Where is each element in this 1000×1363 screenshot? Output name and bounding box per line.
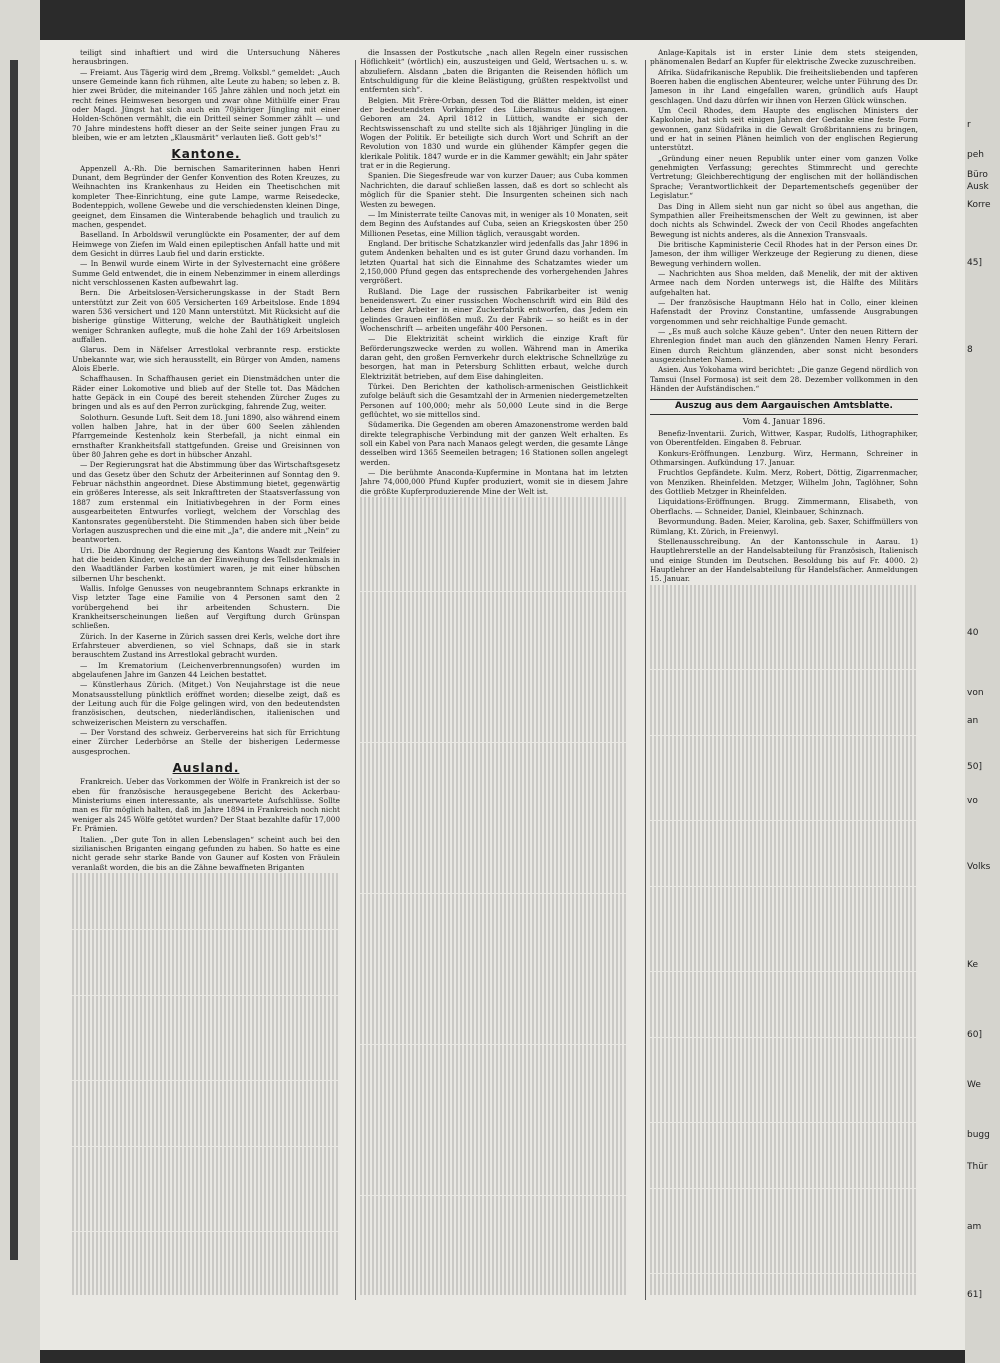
text-line xyxy=(650,1113,918,1122)
text-line xyxy=(650,1179,918,1188)
article: Wallis. Infolge Genusses von neugebranntem Schnaps erkrankte in Visp letzter Tage eine Familie von 4 Personen samt den 2 vorübergehend bei ihr arbeitenden Schustern. Die Krankheitserscheinungen ließen auf Vergiftung durch Grünspan schließen. xyxy=(72,583,340,631)
text-line xyxy=(360,1063,628,1072)
text-line xyxy=(650,1085,918,1094)
fragment: 61] xyxy=(967,1290,982,1300)
text-line xyxy=(650,1056,918,1065)
text-line xyxy=(360,941,628,950)
text-line xyxy=(72,1052,340,1061)
fragment: peh xyxy=(967,150,984,160)
text-line xyxy=(650,972,918,981)
text-line xyxy=(72,958,340,967)
fragment: We xyxy=(967,1080,981,1090)
text-line xyxy=(650,953,918,962)
article: — Der Vorstand des schweiz. Gerbervereins hat sich für Errichtung einer Zürcher Lederbörse an Stelle der bisherigen Ledermesse ausgesprochen. xyxy=(72,728,340,756)
article: — Die berühmte Anaconda-Kupfermine in Montana hat im letzten Jahre 74,000,000 Pfund Kupfer produziert, womit sie in diesem Jahre die größte Kupferproduzierende Mine der Welt ist. xyxy=(360,468,628,496)
text-line xyxy=(360,497,628,506)
text-line xyxy=(360,1035,628,1044)
text-line xyxy=(650,764,918,773)
text-line xyxy=(650,1009,918,1018)
text-line xyxy=(650,632,918,641)
notice: Bevormundung. Baden. Meier, Karolina, geb. Saxer, Schiffmüllers von Rümlang, Kt. Zürich, in Freienwyl. xyxy=(650,517,918,536)
text-line xyxy=(72,920,340,929)
text-line xyxy=(650,915,918,924)
paragraph: teiligt sind inhaftiert und wird die Untersuchung Näheres herausbringen. xyxy=(72,48,340,67)
text-line xyxy=(360,658,628,667)
text-line xyxy=(650,1264,918,1273)
text-line xyxy=(650,1292,918,1295)
text-line xyxy=(650,698,918,707)
text-line xyxy=(650,1151,918,1160)
text-line xyxy=(650,670,918,679)
text-line xyxy=(72,986,340,995)
text-line xyxy=(360,1214,628,1223)
fragment: Volks xyxy=(967,862,991,872)
text-line xyxy=(650,1000,918,1009)
text-line xyxy=(360,507,628,516)
text-line xyxy=(360,978,628,987)
text-line xyxy=(360,931,628,940)
text-line xyxy=(72,1033,340,1042)
text-line xyxy=(650,962,918,971)
text-line xyxy=(360,894,628,903)
text-line xyxy=(360,1290,628,1295)
text-line xyxy=(72,1213,340,1222)
article: Um Cecil Rhodes, dem Haupte des englischen Ministers der Kapkolonie, hat sich seit einigen Jahren der Gedanke eine feste Form gewonnen, ganz Südafrika in die Gewalt Großbritanniens zu bringen, und er hat in seinen Plänen heimlich von der englischen Regierung unterstützt. xyxy=(650,106,918,153)
text-line xyxy=(72,1099,340,1108)
text-line xyxy=(360,1111,628,1120)
article: „Gründung einer neuen Republik unter einer vom ganzen Volke genehmigten Verfassung; gerechtes Stimmrecht und gerechte Vertretung; Gleichberechtigung der englischen mit der holländischen Sprache; Verantwortlichkeit der Departementschefs gegenüber der Legislatur.“ xyxy=(650,153,918,201)
text-line xyxy=(360,1148,628,1157)
text-line xyxy=(72,1014,340,1023)
text-line xyxy=(360,1026,628,1035)
text-line xyxy=(360,1101,628,1110)
text-line xyxy=(650,679,918,688)
text-line xyxy=(650,811,918,820)
fragment: 40 xyxy=(967,628,979,638)
text-line xyxy=(650,1160,918,1169)
text-line xyxy=(360,667,628,676)
text-line xyxy=(650,1038,918,1047)
text-line xyxy=(72,967,340,976)
text-line xyxy=(360,535,628,544)
text-line xyxy=(360,601,628,610)
text-line xyxy=(360,676,628,685)
fragment: 8 xyxy=(967,345,973,355)
text-line xyxy=(650,1236,918,1245)
text-line xyxy=(650,1094,918,1103)
text-line xyxy=(360,903,628,912)
text-line xyxy=(360,912,628,921)
text-line xyxy=(360,686,628,695)
text-line xyxy=(650,821,918,830)
left-page-edge xyxy=(0,0,40,1363)
article: — Nachrichten aus Shoa melden, daß Menelik, der mit der aktiven Armee nach dem Norden unterwegs ist, die Hälfte des Militärs aufgehalten hat. xyxy=(650,268,918,297)
text-line xyxy=(650,754,918,763)
notice: Stellenausschreibung. An der Kantonsschule in Aarau. 1) Hauptlehrerstelle an der Handelsabteilung für Französisch, Italienisch und einige Stunden im Deutschen. Besoldung bis auf Fr. 4000. 2) Hauptlehrer an der Handelsabteilung für Handelsfächer. Anmeldungen 15. Januar. xyxy=(650,536,918,584)
column-rule xyxy=(645,60,646,1300)
text-line xyxy=(72,948,340,957)
text-line xyxy=(650,1170,918,1179)
text-line xyxy=(360,1073,628,1082)
text-line xyxy=(650,924,918,933)
text-line xyxy=(360,525,628,534)
text-line xyxy=(360,554,628,563)
text-line xyxy=(360,818,628,827)
text-line xyxy=(650,1245,918,1254)
text-line xyxy=(360,1177,628,1186)
article: Uri. Die Abordnung der Regierung des Kantons Waadt zur Teilfeier hat die beiden Kinder, welche an der Einweihung des Tellsdenkmals in den Waadtländer Farben kostümiert waren, je mit einer hübschen silbernen Uhr beschenkt. xyxy=(72,545,340,583)
fragment: am xyxy=(967,1222,982,1232)
text-line xyxy=(650,1198,918,1207)
fragment: 50] xyxy=(967,762,982,772)
article: — „Es muß auch solche Käuze geben“. Unter den neuen Rittern der Ehrenlegion findet man auch den glänzenden Namen Henry Ferari. Einen durch Reichtum glänzenden, aber sonst nicht besonders ausgezeichneten Namen. xyxy=(650,326,918,364)
text-line xyxy=(72,930,340,939)
article: Rußland. Die Lage der russischen Fabrikarbeiter ist wenig beneidenswert. Zu einer russischen Wochenschrift wird ein Bild des Lebens der Arbeiter in einer Zuckerfabrik entworfen, das Jedem ein gelindes Grauen einflößen muß. Zu der Fabrik — so heißt es in der Wochenschrift — arbeiten ungefähr 400 Personen. xyxy=(360,286,628,333)
text-line xyxy=(650,943,918,952)
text-line xyxy=(360,743,628,752)
text-line xyxy=(72,1241,340,1250)
text-line xyxy=(650,651,918,660)
text-line xyxy=(360,1092,628,1101)
text-line xyxy=(72,1005,340,1014)
text-line xyxy=(360,761,628,770)
text-line xyxy=(650,726,918,735)
text-line xyxy=(650,905,918,914)
article: — Die Elektrizität scheint wirklich die einzige Kraft für Beförderungszwecke werden zu wollen. Während man in Amerika daran geht, den großen Fernverkehr durch elektrische Schnellzüge zu besorgen, hat man in Petersburg Schlitten erbaut, welche durch Elektrizität betrieben, auf dem Eise dahingleiten. xyxy=(360,334,628,381)
text-line xyxy=(360,856,628,865)
text-line xyxy=(360,648,628,657)
article: Zürich. In der Kaserne in Zürich sassen drei Kerls, welche dort ihre Erfahrsteuer abverdienen, so viel Schnaps, daß sie in stark berauschtem Zustand ins Arrestlokal gebracht wurden. xyxy=(72,631,340,660)
text-line xyxy=(72,1288,340,1295)
text-line xyxy=(72,1081,340,1090)
text-line xyxy=(650,1019,918,1028)
fragment: Büro xyxy=(967,170,988,180)
text-line xyxy=(360,1082,628,1091)
article: Schaffhausen. In Schaffhausen geriet ein Dienstmädchen unter die Räder einer Lokomotive und blieb auf der Stelle tot. Das Mädchen hatte Gepäck in ein Coupé des bereit stehenden Zürcher Zuges zu bringen und als es auf den Perron zurückging, fahrende Zug, weiter. xyxy=(72,374,340,412)
text-line xyxy=(360,837,628,846)
fragment: r xyxy=(967,120,971,130)
text-line xyxy=(72,1269,340,1278)
fragment: Ausk xyxy=(967,182,989,192)
article: Türkei. Den Berichten der katholisch-armenischen Geistlichkeit zufolge beläuft sich die Gesamtzahl der in Armenien niedergemetzelten Personen auf 100,000; mehr als 50,000 Leute sind in die Berge geflüchtet, wo sie mittellos sind. xyxy=(360,382,628,420)
fragment: vo xyxy=(967,796,978,806)
text-line xyxy=(360,733,628,742)
section-heading-ausland: Ausland. xyxy=(172,761,240,776)
text-line xyxy=(72,1024,340,1033)
text-line xyxy=(650,802,918,811)
text-line xyxy=(650,1274,918,1283)
text-line xyxy=(72,1250,340,1259)
text-line xyxy=(72,1279,340,1288)
text-line xyxy=(360,875,628,884)
fragment: Korre xyxy=(967,200,991,210)
text-line xyxy=(72,1071,340,1080)
text-line xyxy=(650,745,918,754)
fragment: 60] xyxy=(967,1030,982,1040)
article: England. Der britische Schatzkanzler wird jedenfalls das Jahr 1896 in gutem Andenken behalten und es ist guter Grund dazu vorhanden. Im letzten Quartal hat sich die Einnahme des Schatzamtes wieder um 2,150,000 Pfund gegen das entsprechende des vorhergehenden Jahres vergrößert. xyxy=(360,238,628,286)
text-line xyxy=(72,1147,340,1156)
text-line xyxy=(72,977,340,986)
text-line xyxy=(650,990,918,999)
notice: Benefiz-Inventarii. Zurich, Wittwer, Kaspar, Rudolfs, Lithographiker, von Oberentfelden. Eingaben 8. Februar. xyxy=(650,429,918,448)
text-line xyxy=(360,563,628,572)
column-1 xyxy=(72,48,340,1295)
text-line xyxy=(360,610,628,619)
text-line xyxy=(650,896,918,905)
text-line xyxy=(650,1075,918,1084)
text-line xyxy=(72,1109,340,1118)
text-line xyxy=(360,592,628,601)
text-line xyxy=(360,799,628,808)
text-line xyxy=(360,544,628,553)
text-line xyxy=(650,1104,918,1113)
text-line xyxy=(360,865,628,874)
article: Die britische Kapministerie Cecil Rhodes hat in der Person eines Dr. Jameson, der ihm williger Werkzeuge der Regierung zu dienen, diese Bewegung verhindern wollen. xyxy=(650,239,918,268)
article: die Insassen der Postkutsche „nach allen Regeln einer russischen Höflichkeit“ (wörtlich) ein, auszusteigen und Geld, Wertsachen u. s. w. abzuliefern. Alsdann „baten die Briganten die Reisenden höflich um Entschuldigung für die kleine Belästigung, grüßten respektvollst und entfernten sich“. xyxy=(360,48,628,95)
text-line xyxy=(360,790,628,799)
text-line xyxy=(72,873,340,882)
text-line xyxy=(650,1207,918,1216)
text-line xyxy=(650,736,918,745)
text-line xyxy=(650,688,918,697)
article: Frankreich. Ueber das Vorkommen der Wölfe in Frankreich ist der so eben für französische herausgegebene Bericht des Ackerbau-Ministeriums einen interessante, als unerwartete Aufschlüsse. Sollte man es für möglich halten, daß im Jahre 1894 in Frankreich noch nicht weniger als 245 Wölfe getötet wurden? Der Staat bezahlte dafür 17,000 Fr. Prämien. xyxy=(72,777,340,834)
text-line xyxy=(650,1226,918,1235)
text-line xyxy=(72,1165,340,1174)
article: — Der Regierungsrat hat die Abstimmung über das Wirtschaftsgesetz und das Gesetz über den Schutz der Arbeiterinnen auf Sonntag den 9. Februar nächsthin angeordnet. Diese Abstimmung bietet, gegenwärtig ein größeres Interesse, als seit Inkrafttreten der Staatsverfassung von 1887 zum erstenmal ein Initiativbegehren in der Form eines ausgearbeiteten Entwurfes vorliegt, welchem der Vorschlag des Kantonsrates gegenübersteht. Die Stimmenden haben sich über beide Vorlagen auszusprechen und die eine mit „Ja“, die andere mit „Nein“ zu beantworten. xyxy=(72,460,340,545)
article: — Künstlerhaus Zürich. (Mitget.) Von Neujahrstage ist die neue Monatsausstellung pünktlich eröffnet worden; dieselbe zeigt, daß es der Leitung auch für die Folge gelingen wird, von den bedeutendsten französischen, deutschen, niederländischen, italienischen und schweizerischen Meistern zu verschaffen. xyxy=(72,680,340,727)
text-line xyxy=(72,1203,340,1212)
text-line xyxy=(360,969,628,978)
fragment: von xyxy=(967,688,984,698)
text-line xyxy=(650,858,918,867)
article: — Der französische Hauptmann Hélo hat in Collo, einer kleinen Hafenstadt der Provinz Constantine, umfassende Ausgrabungen vorgenommen und sehr reichhaltige Funde gemacht. xyxy=(650,297,918,326)
text-line xyxy=(360,1139,628,1148)
text-line xyxy=(650,783,918,792)
article: — Im Krematorium (Leichenverbrennungsofen) wurden im abgelaufenen Jahre im Ganzen 44 Leichen bestattet. xyxy=(72,660,340,679)
text-line xyxy=(650,603,918,612)
article: Asien. Aus Yokohama wird berichtet: „Die ganze Gegend nördlich von Tamsui (Insel Formosa) ist seit dem 28. Dezember vollkommen in den Händen der Aufständischen.“ xyxy=(650,365,918,394)
text-line xyxy=(72,1232,340,1241)
text-line xyxy=(650,830,918,839)
article: Spanien. Die Siegesfreude war von kurzer Dauer; aus Cuba kommen Nachrichten, die darauf schließen lassen, daß es dort so schlecht als möglich für die Spanier steht. Die Insurgenten scheinen sich nach Westen zu bewegen. xyxy=(360,171,628,209)
text-line xyxy=(360,714,628,723)
text-line xyxy=(360,1271,628,1280)
text-line xyxy=(360,950,628,959)
text-line xyxy=(650,717,918,726)
text-line xyxy=(360,620,628,629)
text-line xyxy=(72,1043,340,1052)
text-line xyxy=(650,1189,918,1198)
article: Appenzell A.-Rh. Die bernischen Samariterinnen haben Henri Dunant, dem Begründer der Genfer Konvention des Roten Kreuzes, zu Weihnachten ins Krankenhaus zu Heiden ein Theetischchen mit kompleter Thee-Einrichtung, eine gute Lampe, warme Reisedecke, Bodenteppich, wollene Gewebe und die verschiedensten kleinen Dinge, geeignet, dem Einsamen die Winterabende behaglich und traulich zu machen, gespendet. xyxy=(72,163,340,229)
text-line xyxy=(650,622,918,631)
fragment: an xyxy=(967,716,979,726)
text-line xyxy=(650,934,918,943)
article: Baselland. In Arboldswil verunglückte ein Posamenter, der auf dem Heimwege von Ziefen im Wald einen epileptischen Anfall hatte und mit dem Gesicht in dürres Laub fiel und darin erstickte. xyxy=(72,230,340,258)
text-line xyxy=(72,1156,340,1165)
text-line xyxy=(650,792,918,801)
article: Solothurn. Gesunde Luft. Seit dem 18. Juni 1890, also während einem vollen halben Jahre, hat in der über 600 Seelen zählenden Pfarrgemeinde Kestenholz kein Sterbefall, ja nicht einmal ein ernsthafter Krankheitsfall stattgefunden. Greise und Greisinnen von über 80 Jahren gehe es dort in hübscher Anzahl. xyxy=(72,412,340,460)
text-line xyxy=(650,1283,918,1292)
text-line xyxy=(650,887,918,896)
article: Das Ding in Allem sieht nun gar nicht so übel aus angethan, die Sympathien aller Freiheitsmenschen der Welt zu gewinnen, ist aber doch nichts als Schwindel. Zweck der von Cecil Rhodes angefachten Bewegung ist nichts anderes, als die Annexion Transvaals. xyxy=(650,201,918,239)
text-line xyxy=(360,1120,628,1129)
text-line xyxy=(72,1260,340,1269)
text-line xyxy=(360,1196,628,1205)
text-line xyxy=(360,997,628,1006)
paragraph: — Freiamt. Aus Tägerig wird dem „Bremg. Volksbl.“ gemeldet: „Auch unsere Gemeinde kann fich rühmen, alte Leute zu haben; so leben z. B. hier zwei Brüder, die miteinander 165 Jahre zählen und noch jetzt ein recht feines Heimwesen besorgen und zwar ohne Mithülfe einer Frau oder Magd. Jüngst hat sich auch ein 70jähriger Jüngling mit einer Holden-Schönen vermählt, die ein Dritteil seiner Sommer zählt — und 70 Jahre mindestens hofft dieser an der Seite seiner jungen Frau zu bleiben, wie er am letzten „Klausmärit“ verlauten ließ. Gott geb's!“ xyxy=(72,67,340,143)
text-line xyxy=(360,1129,628,1138)
text-line xyxy=(72,901,340,910)
text-line xyxy=(72,1222,340,1231)
article: Glarus. Dem in Näfelser Arrestlokal verbrannte resp. erstickte Unbekannte war, wie sich herausstellt, ein Bürger von Amden, namens Alois Eberle. xyxy=(72,345,340,373)
text-line xyxy=(650,1066,918,1075)
next-page-edge xyxy=(965,0,1000,1363)
article: Anlage-Kapitals ist in erster Linie dem stets steigenden, phänomenalen Bedarf an Kupfer für elektrische Zwecke zuzuschreiben. xyxy=(650,48,918,67)
article: Südamerika. Die Gegenden am oberen Amazonenstrome werden bald direkte telegraphische Verbindung mit der ganzen Welt erhalten. Es soll ein Kabel von Para nach Manaos gelegt werden, die gesamte Länge desselben wird 1365 Seemeilen betragen; 16 Stationen sollen angelegt werden. xyxy=(360,420,628,467)
text-line xyxy=(360,1016,628,1025)
column-rule xyxy=(355,60,356,1300)
text-line xyxy=(650,868,918,877)
text-line xyxy=(360,771,628,780)
text-line xyxy=(360,1224,628,1233)
text-line xyxy=(360,516,628,525)
text-line xyxy=(650,1217,918,1226)
text-line xyxy=(360,695,628,704)
notice: Fruchtlos Gepfändete. Kulm. Merz, Robert, Döttig, Zigarrenmacher, von Menziken. Rheinfelden. Metzger, Wilhelm John, Taglöhner, Sohn des Gottlieb Metzger in Rheinfelden. xyxy=(650,468,918,497)
article: Bern. Die Arbeitslosen-Versicherungskasse in der Stadt Bern unterstützt zur Zeit von 605 Versicherten 169 Arbeitslose. Ende 1894 waren 536 versichert und 120 Mann unterstützt. Mit Rücksicht auf die bisherige günstige Witterung, welche der Bauthätigkeit ungleich weniger Schranken auflegte, muß die hohe Zahl der 169 Arbeitslosen auffallen. xyxy=(72,288,340,344)
fragment: 45] xyxy=(967,258,982,268)
text-line xyxy=(650,641,918,650)
article: — In Benwil wurde einem Wirte in der Sylvesternacht eine größere Summe Geld entwendet, die in einem Nebenzimmer in einem allerdings nicht verschlossenen Kasten aufbewahrt lag. xyxy=(72,259,340,287)
text-line xyxy=(360,827,628,836)
text-line xyxy=(72,892,340,901)
amtsblatt-date: Vom 4. Januar 1896. xyxy=(742,416,826,426)
text-line xyxy=(360,582,628,591)
text-line xyxy=(72,1090,340,1099)
amtsblatt-heading: Auszug aus dem Aargauischen Amtsblatte. xyxy=(650,399,918,414)
text-line xyxy=(650,1123,918,1132)
text-line xyxy=(360,573,628,582)
text-line xyxy=(650,594,918,603)
fragment: Ke xyxy=(967,960,978,970)
text-line xyxy=(360,705,628,714)
text-line xyxy=(360,1262,628,1271)
text-line xyxy=(360,884,628,893)
text-line xyxy=(72,939,340,948)
text-line xyxy=(72,1175,340,1184)
text-line xyxy=(360,1045,628,1054)
text-line xyxy=(360,1007,628,1016)
column-2 xyxy=(360,48,628,1295)
fragment: bugg xyxy=(967,1130,990,1140)
text-line xyxy=(360,1167,628,1176)
text-line xyxy=(650,1141,918,1150)
text-line xyxy=(72,1137,340,1146)
article: Italien. „Der gute Ton in allen Lebenslagen“ scheint auch bei den sizilianischen Briganten eingang gefunden zu haben. So hatte es eine nicht gerade sehr starke Bande von Gauner auf Kosten von Fräulein veranlaßt worden, die bis an die Zähne bewaffneten Briganten xyxy=(72,834,340,872)
article: Belgien. Mit Frère-Orban, dessen Tod die Blätter melden, ist einer der bedeutendsten Vorkämpfer des Liberalismus dahingegangen. Geboren am 24. April 1812 in Lüttich, wandte er sich der Rechtswissenschaft zu und stellte sich als 18jähriger Jüngling in die Wogen der Politik. Er beteiligte sich durch Wort und Schrift an der Revolution von 1830 und wurde ein glühender Kämpfer gegen die klerikale Politik. 1847 wurde er in die Kammer gewählt; ein Jahr später trat er in die Regierung. xyxy=(360,95,628,171)
notice: Liquidations-Eröffnungen. Brugg. Zimmermann, Elisabeth, von Oberflachs. — Schneider, Daniel, Kleinbauer, Schinznach. xyxy=(650,497,918,516)
text-line xyxy=(650,1028,918,1037)
text-line xyxy=(650,1047,918,1056)
text-line xyxy=(72,1194,340,1203)
text-line xyxy=(360,1252,628,1261)
text-line xyxy=(72,1128,340,1137)
text-line xyxy=(360,1233,628,1242)
text-line xyxy=(72,911,340,920)
text-line xyxy=(360,639,628,648)
text-line xyxy=(360,780,628,789)
text-line xyxy=(650,613,918,622)
text-line xyxy=(650,877,918,886)
text-line xyxy=(360,629,628,638)
section-heading-kantone: Kantone. xyxy=(171,147,241,162)
text-line xyxy=(72,882,340,891)
binding-bar xyxy=(10,60,18,1260)
text-line xyxy=(72,1184,340,1193)
text-line xyxy=(360,752,628,761)
text-line xyxy=(650,839,918,848)
text-line xyxy=(72,996,340,1005)
text-line xyxy=(360,988,628,997)
text-line xyxy=(72,1118,340,1127)
text-line xyxy=(360,922,628,931)
notice: Konkurs-Eröffnungen. Lenzburg. Wirz, Hermann, Schreiner in Othmarsingen. Aufkündung 17. Januar. xyxy=(650,448,918,468)
text-line xyxy=(650,707,918,716)
text-line xyxy=(360,1054,628,1063)
text-line xyxy=(360,1186,628,1195)
text-line xyxy=(650,585,918,594)
article: Afrika. Südafrikanische Republik. Die freiheitsliebenden und tapferen Boeren haben die englischen Abenteurer, welche unter Führung des Dr. Jameson in ihr Land eingefallen waren, gründlich aufs Haupt geschlagen. Und dazu dürfen wir ihnen von Herzen Glück wünschen. xyxy=(650,67,918,105)
text-line xyxy=(72,1062,340,1071)
article: — Im Ministerrate teilte Canovas mit, in weniger als 10 Monaten, seit dem Beginn des Aufstandes auf Cuba, seien an Kriegskosten über 250 Millionen Pesetas, eine Million täglich, verausgabt worden. xyxy=(360,209,628,238)
text-line xyxy=(650,660,918,669)
text-line xyxy=(360,1243,628,1252)
text-line xyxy=(360,960,628,969)
text-line xyxy=(360,1280,628,1289)
text-line xyxy=(650,1255,918,1264)
text-line xyxy=(650,849,918,858)
column-3 xyxy=(650,48,918,1295)
text-line xyxy=(360,846,628,855)
text-line xyxy=(360,724,628,733)
text-line xyxy=(360,1205,628,1214)
text-line xyxy=(360,1158,628,1167)
text-line xyxy=(650,773,918,782)
text-line xyxy=(650,1132,918,1141)
fragment: Thür xyxy=(967,1162,988,1172)
text-line xyxy=(360,809,628,818)
text-line xyxy=(650,981,918,990)
